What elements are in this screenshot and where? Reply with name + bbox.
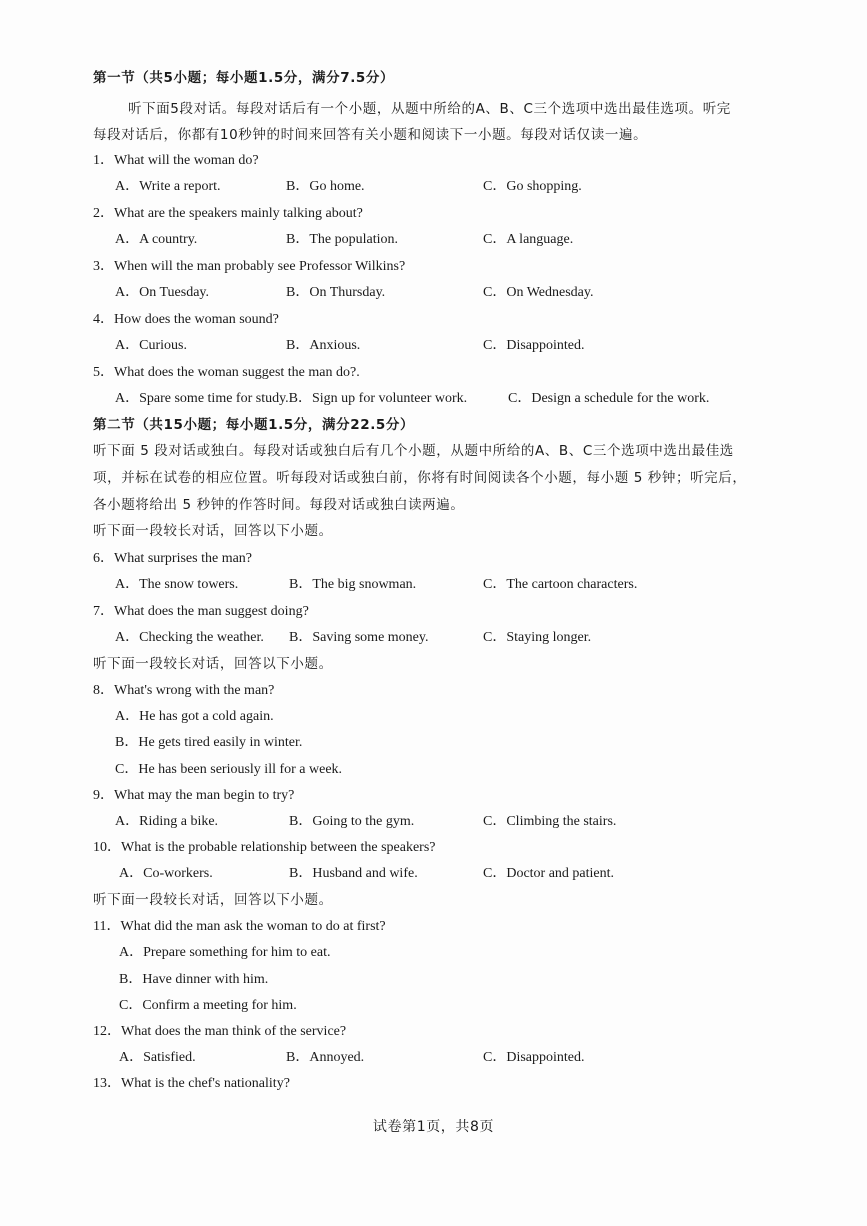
question-11-option-b: B．Have dinner with him.: [119, 972, 269, 987]
question-1-option-b: B．Go home.: [286, 179, 365, 194]
question-6-option-a: A．The snow towers.: [115, 577, 239, 592]
question-7-option-b: B．Saving some money.: [289, 630, 429, 645]
dialogue-note-1: 听下面一段较长对话，回答以下小题。: [93, 523, 333, 539]
question-10-option-a: A．Co-workers.: [119, 866, 213, 881]
question-5-stem: 5．What does the woman suggest the man do?.: [93, 365, 360, 380]
question-6-option-b: B．The big snowman.: [289, 577, 417, 592]
question-8-option-c: C．He has been seriously ill for a week.: [115, 762, 343, 777]
question-12-stem: 12．What does the man think of the service?: [93, 1024, 347, 1039]
question-4-option-c: C．Disappointed.: [483, 338, 585, 353]
question-11-stem: 11．What did the man ask the woman to do at first?: [93, 919, 386, 934]
question-3-option-a: A．On Tuesday.: [115, 285, 209, 300]
question-7-option-c: C．Staying longer.: [483, 630, 592, 645]
question-4-option-a: A．Curious.: [115, 338, 187, 353]
question-5-options-a-b: A．Spare some time for study.B．Sign up for volunteer work.: [115, 391, 468, 406]
section-2-instructions-line-2: 项，并标在试卷的相应位置。听每段对话或独白前，你将有时间阅读各个小题，每小题 5 秒钟；听完后，: [93, 470, 747, 486]
question-2-option-b: B．The population.: [286, 232, 398, 247]
question-2-option-c: C．A language.: [483, 232, 574, 247]
question-10-option-b: B．Husband and wife.: [289, 866, 418, 881]
question-10-stem: 10．What is the probable relationship between the speakers?: [93, 840, 436, 855]
section-2-title: 第二节（共15小题；每小题1.5分，满分22.5分）: [93, 417, 415, 433]
question-10-option-c: C．Doctor and patient.: [483, 866, 615, 881]
question-9-stem: 9．What may the man begin to try?: [93, 788, 295, 803]
question-9-option-b: B．Going to the gym.: [289, 814, 415, 829]
question-4-option-b: B．Anxious.: [286, 338, 361, 353]
question-12-option-b: B．Annoyed.: [286, 1050, 365, 1065]
question-3-option-b: B．On Thursday.: [286, 285, 386, 300]
question-8-stem: 8．What's wrong with the man?: [93, 683, 275, 698]
question-8-option-b: B．He gets tired easily in winter.: [115, 735, 303, 750]
question-4-stem: 4．How does the woman sound?: [93, 312, 279, 327]
question-13-stem: 13．What is the chef's nationality?: [93, 1076, 290, 1091]
question-1-stem: 1．What will the woman do?: [93, 153, 259, 168]
question-12-option-c: C．Disappointed.: [483, 1050, 585, 1065]
question-8-option-a: A．He has got a cold again.: [115, 709, 274, 724]
section-2-instructions-line-1: 听下面 5 段对话或独白。每段对话或独白后有几个小题，从题中所给的A、B、C三个选项中选出最佳选: [93, 443, 734, 459]
question-2-option-a: A．A country.: [115, 232, 198, 247]
question-6-option-c: C．The cartoon characters.: [483, 577, 638, 592]
question-2-stem: 2．What are the speakers mainly talking about?: [93, 206, 363, 221]
question-9-option-a: A．Riding a bike.: [115, 814, 219, 829]
question-7-stem: 7．What does the man suggest doing?: [93, 604, 309, 619]
section-1-title: 第一节（共5小题；每小题1.5分，满分7.5分）: [93, 70, 395, 86]
question-6-stem: 6．What surprises the man?: [93, 551, 253, 566]
dialogue-note-3: 听下面一段较长对话，回答以下小题。: [93, 892, 333, 908]
question-11-option-a: A．Prepare something for him to eat.: [119, 945, 331, 960]
question-7-option-a: A．Checking the weather.: [115, 630, 264, 645]
question-3-stem: 3．When will the man probably see Professor Wilkins?: [93, 259, 406, 274]
question-9-option-c: C．Climbing the stairs.: [483, 814, 617, 829]
dialogue-note-2: 听下面一段较长对话，回答以下小题。: [93, 656, 333, 672]
question-3-option-c: C．On Wednesday.: [483, 285, 594, 300]
section-1-instructions-line-2: 每段对话后，你都有10秒钟的时间来回答有关小题和阅读下一小题。每段对话仅读一遍。: [93, 127, 648, 143]
section-1-instructions-line-1: 听下面5段对话。每段对话后有一个小题，从题中所给的A、B、C三个选项中选出最佳选项。听完: [128, 101, 731, 117]
page-footer: 试卷第1页，共8页: [372, 1119, 495, 1135]
question-12-option-a: A．Satisfied.: [119, 1050, 196, 1065]
question-5-option-c: C．Design a schedule for the work.: [508, 391, 710, 406]
question-1-option-c: C．Go shopping.: [483, 179, 582, 194]
section-2-instructions-line-3: 各小题将给出 5 秒钟的作答时间。每段对话或独白读两遍。: [93, 497, 465, 513]
question-11-option-c: C．Confirm a meeting for him.: [119, 998, 297, 1013]
question-1-option-a: A．Write a report.: [115, 179, 221, 194]
